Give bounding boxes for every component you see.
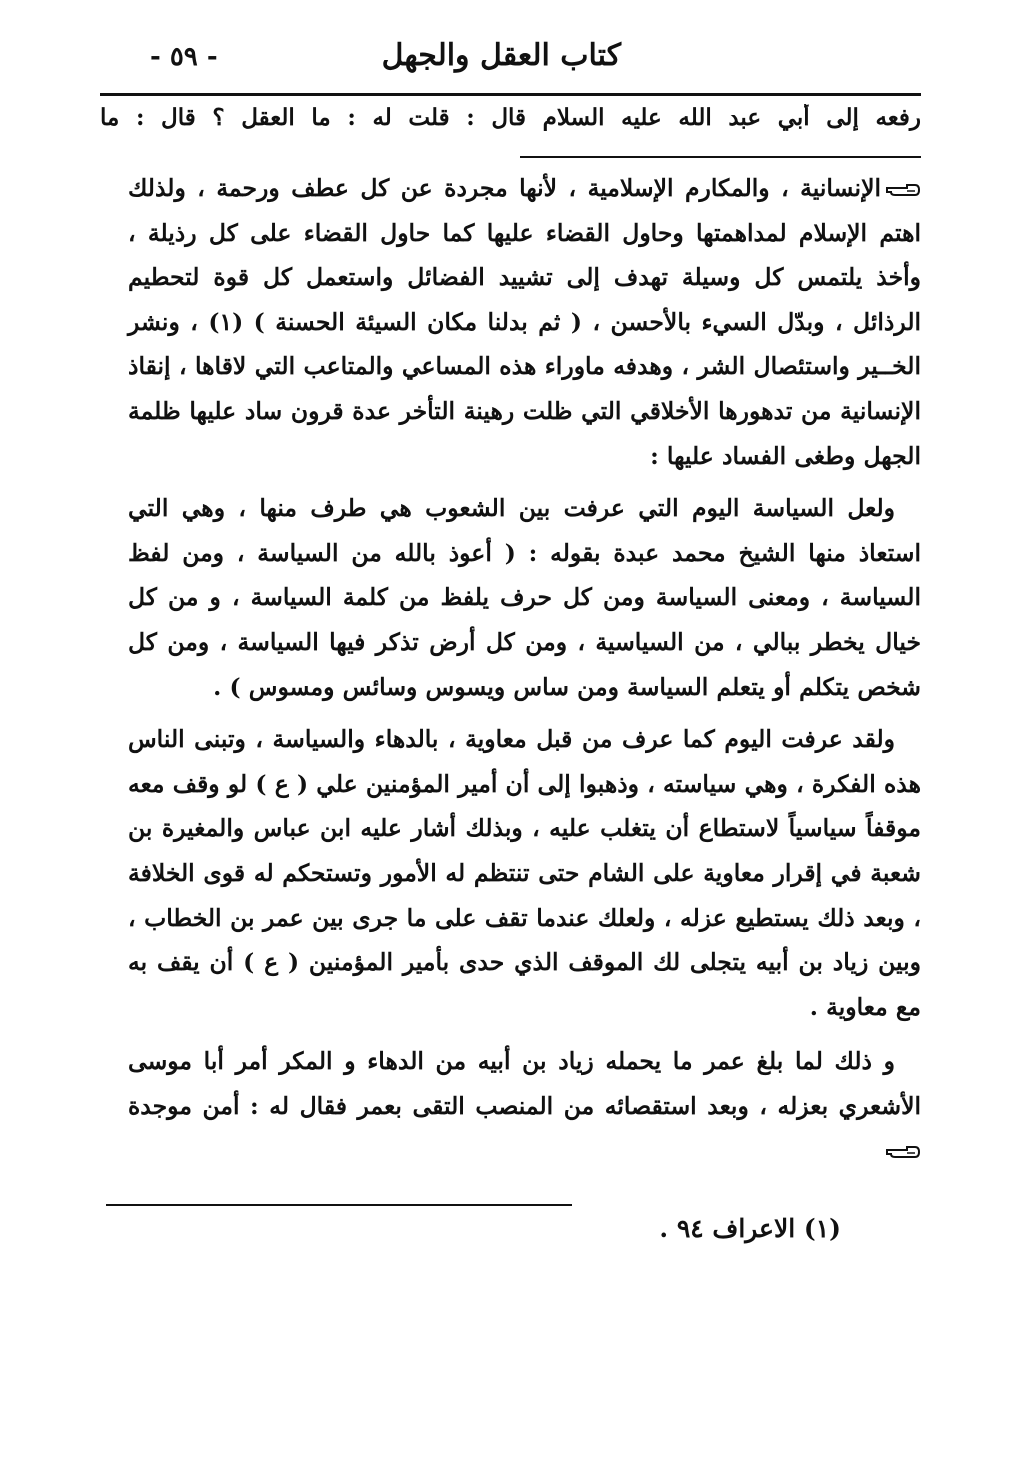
paragraph-4-text: و ذلك لما بلغ عمر ما يحمله زياد بن أبيه من الدهاء و المكر أمر أبا موسى الأشعري بعزله ، وبعد استقصائه من المنصب التقى بعمر فقال له : أمن موجدة — [128, 1047, 921, 1120]
paragraph-4 — [128, 1039, 921, 1173]
paragraph-1 — [128, 166, 921, 478]
paragraph-2: ولعل السياسة اليوم التي عرفت بين الشعوب هي طرف منها ، وهي التي استعاذ منها الشيخ محمد عبدة بقوله : ( أعوذ بالله من السياسة ، ومن لفظ السياسة ، ومعنى السياسة ومن كل حرف يلفظ من كلمة السياسة ، و من كل خيال يخطر ببالي ، من السياسية ، ومن كل أرض تذكر فيها السياسة ، ومن كل شخص يتكلم أو يتعلم السياسة ومن ساس ويسوس وسائس ومسوس ) . — [128, 494, 921, 701]
pointing-hand-icon — [885, 182, 921, 198]
footnote: (١) الاعراف ٩٤ . — [659, 1214, 841, 1243]
footnote-rule — [106, 1204, 572, 1206]
hadith-text-line: رفعه إلى أبي عبد الله عليه السلام قال : قلت له : ما العقل ؟ قال : ما — [100, 104, 921, 131]
page-number: - ٥٩ - — [150, 42, 218, 72]
running-title: كتاب العقل والجهل — [381, 38, 621, 73]
commentary-body — [128, 166, 921, 1173]
paragraph-1-text: الإنسانية ، والمكارم الإسلامية ، لأنها مجردة عن كل عطف ورحمة ، ولذلك اهتم الإسلام لمداهمتها وحاول القضاء عليها كما حاول القضاء على كل رذيلة ، وأخذ يلتمس كل وسيلة تهدف إلى تشييد الفضائل واستعمل كل قوة لتحطيم الرذائل ، وبدّل السيء بالأحسن ، ( ثم بدلنا مكان السيئة الحسنة ) (١) ، ونشر الخــير واستئصال الشر ، وهدفه ماوراء هذه المساعي والمتاعب التي لاقاها ، إنقاذ الإنسانية من تدهورها الأخلاقي التي ظلت رهينة التأخر عدة قرون ساد عليها ظلمة الجهل وطغى الفساد عليها : — [128, 174, 922, 470]
paragraph-3: ولقد عرفت اليوم كما عرف من قبل معاوية ، بالدهاء والسياسة ، وتبنى الناس هذه الفكرة ، وهي سياسته ، وذهبوا إلى أن أمير المؤمنين علي ( ع ) لو وقف معه موقفاً سياسياً لاستطاع أن يتغلب عليه ، وبذلك أشار عليه ابن عباس والمغيرة بن شعبة في إقرار معاوية على الشام حتى تنتظم له الأمور وتستحكم له قوى الخلافة ، وبعد ذلك يستطيع عزله ، ولعلك عندما تقف على ما جرى بين عمر بن الخطاب ، وبين زياد بن أبيه يتجلى لك الموقف الذي حدى بأمير المؤمنين ( ع ) أن يقف به مع معاوية . — [128, 725, 921, 1021]
page-header — [100, 38, 921, 88]
hadith-separator-rule — [520, 156, 921, 158]
header-rule — [100, 93, 921, 96]
pointing-hand-icon — [885, 1144, 921, 1160]
